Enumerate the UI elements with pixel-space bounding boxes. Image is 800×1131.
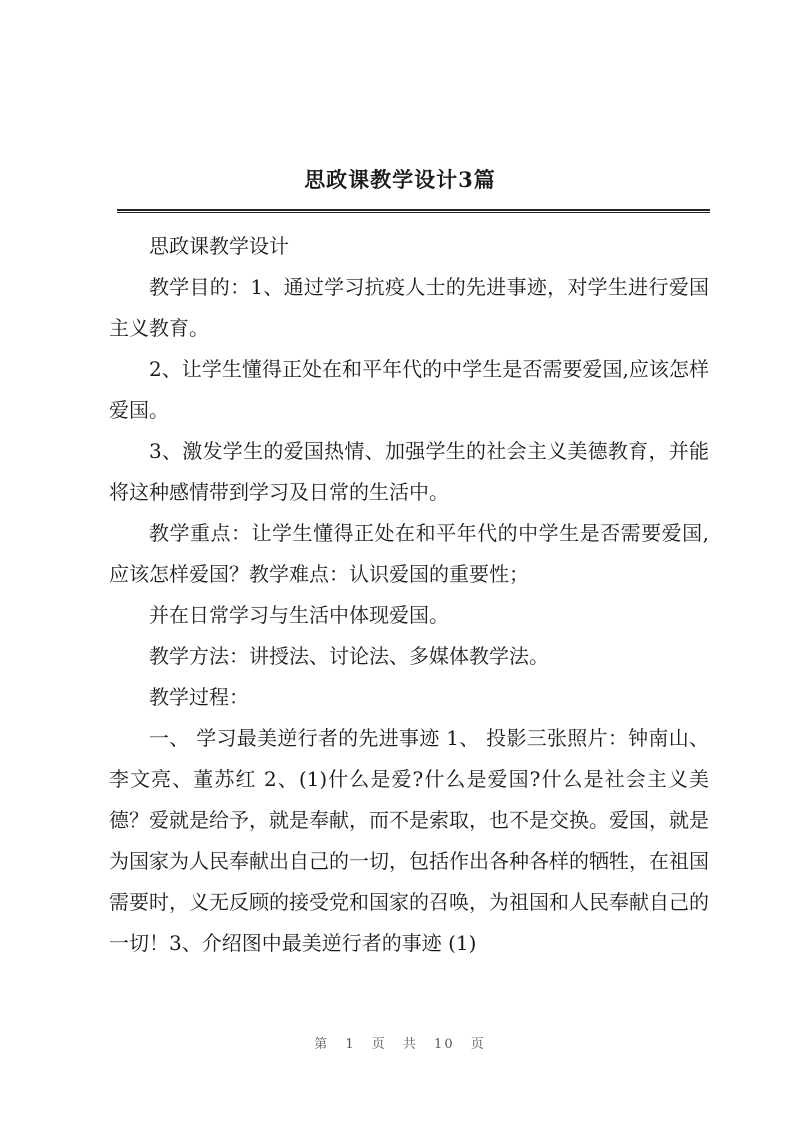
paragraph-key-points: 教学重点：让学生懂得正处在和平年代的中学生是否需要爱国,应该怎样爱国？教学难点：认识爱国的重要性； bbox=[109, 521, 709, 586]
paragraph-process-heading: 教学过程： bbox=[149, 685, 249, 709]
paragraph-methods: 教学方法：讲授法、讨论法、多媒体教学法。 bbox=[149, 644, 549, 668]
paragraph-key-points-cont: 并在日常学习与生活中体现爱国。 bbox=[149, 603, 449, 627]
document-title: 思政课教学设计3篇 bbox=[304, 167, 496, 192]
paragraph-objective-3: 3、激发学生的爱国热情、加强学生的社会主义美德教育，并能将这种感情带到学习及日常的生活中。 bbox=[109, 439, 709, 504]
title-divider bbox=[117, 209, 710, 213]
page-footer: 第 1 页 共 10 页 bbox=[314, 1037, 486, 1052]
paragraph-objective-2: 2、让学生懂得正处在和平年代的中学生是否需要爱国,应该怎样爱国。 bbox=[109, 357, 709, 422]
paragraph-process-1: 一、 学习最美逆行者的先进事迹 1、 投影三张照片：钟南山、李文亮、董苏红 2、(1)什么是爱?什么是爱国?什么是社会主义美德？爱就是给予，就是奉献，而不是索取，也不是交换。爱国，就是为国家为人民奉献出自己的一切，包括作出各种各样的牺牲，在祖国需要时，义无反顾的接受党和国家的召唤，为祖国和人民奉献自己的一切！3、介绍图中最美逆行者的事迹 (1) bbox=[109, 726, 709, 955]
document-body bbox=[109, 226, 709, 964]
paragraph-heading: 思政课教学设计 bbox=[149, 234, 289, 258]
paragraph-objective-1: 教学目的：1、通过学习抗疫人士的先进事迹，对学生进行爱国主义教育。 bbox=[109, 275, 709, 340]
